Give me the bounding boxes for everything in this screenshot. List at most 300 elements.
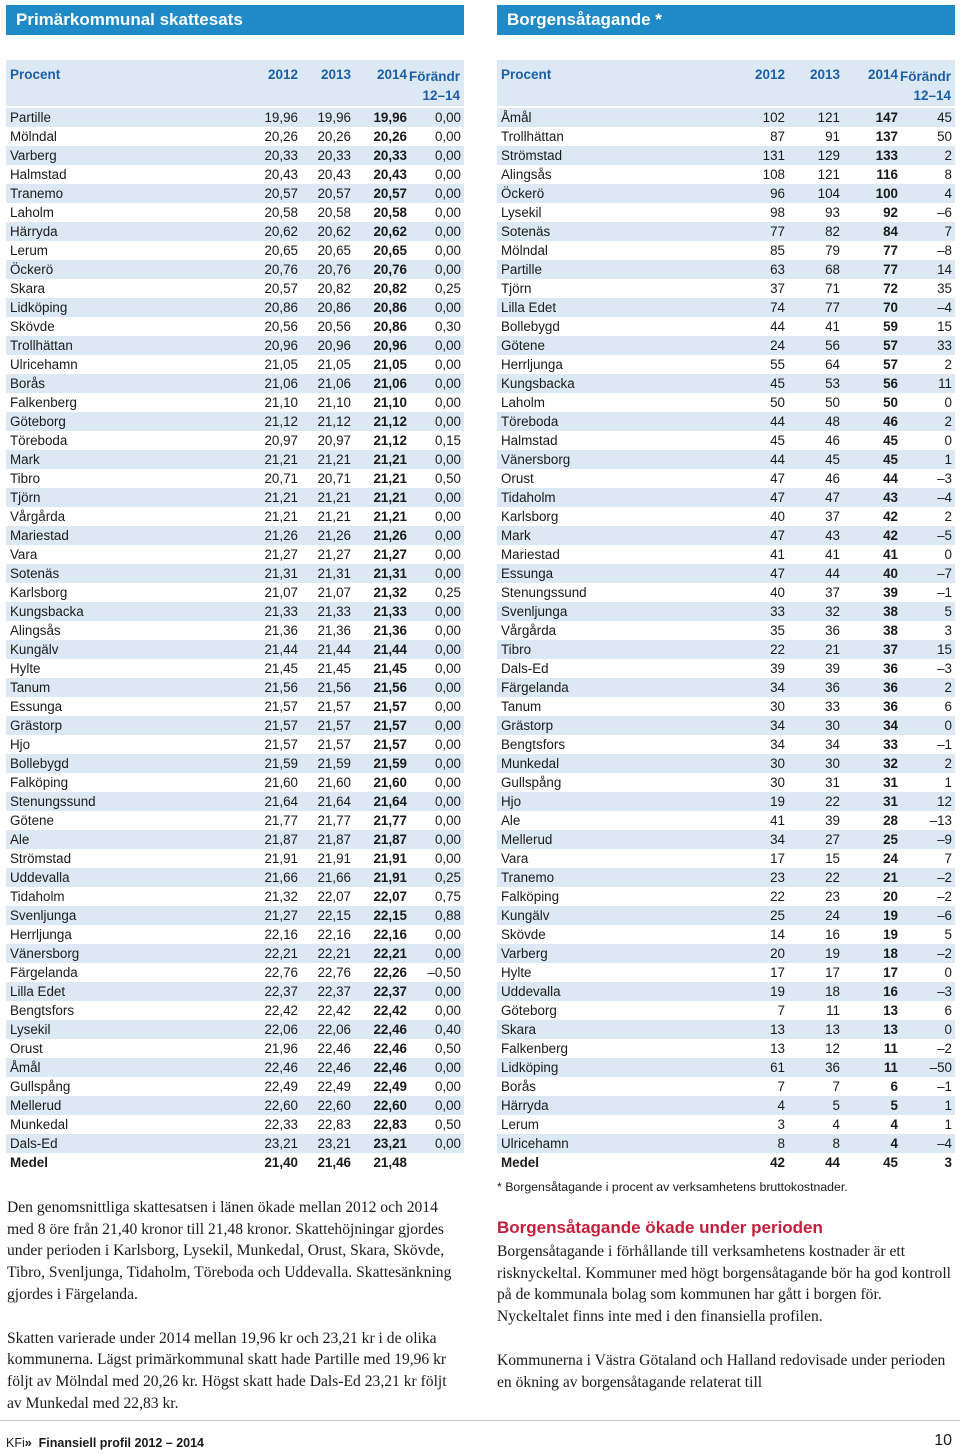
value-2013-cell: 21,66 xyxy=(317,870,351,885)
change-cell: 0,00 xyxy=(434,661,461,676)
change-cell: 14 xyxy=(937,262,952,277)
municipality-cell: Kungälv xyxy=(10,642,59,657)
table-row xyxy=(497,298,955,317)
value-2012-cell: 47 xyxy=(770,566,785,581)
value-2013-cell: 8 xyxy=(832,1136,840,1151)
change-cell: –9 xyxy=(937,832,952,847)
change-cell: 0,40 xyxy=(434,1022,461,1037)
table-row xyxy=(6,944,464,963)
municipality-cell: Essunga xyxy=(501,566,554,581)
value-2012-cell: 13 xyxy=(770,1022,785,1037)
table-row xyxy=(497,146,955,165)
value-2014-cell: 22,26 xyxy=(373,965,407,980)
value-2014-cell: 20,86 xyxy=(373,300,407,315)
value-2014-cell: 20,76 xyxy=(373,262,407,277)
municipality-cell: Göteborg xyxy=(10,414,66,429)
change-cell: 1 xyxy=(944,775,952,790)
value-2013-cell: 22 xyxy=(825,870,840,885)
change-cell: –0,50 xyxy=(427,965,461,980)
value-2014-cell: 45 xyxy=(883,1155,898,1170)
value-2014-cell: 6 xyxy=(890,1079,898,1094)
table-row xyxy=(6,678,464,697)
municipality-cell: Varberg xyxy=(501,946,548,961)
value-2013-cell: 45 xyxy=(825,452,840,467)
value-2013-cell: 21,33 xyxy=(317,604,351,619)
municipality-cell: Tranemo xyxy=(10,186,64,201)
change-cell: 0,00 xyxy=(434,604,461,619)
municipality-cell: Lidköping xyxy=(501,1060,559,1075)
municipality-cell: Stenungssund xyxy=(10,794,96,809)
value-2013-cell: 22,21 xyxy=(317,946,351,961)
value-2014-cell: 57 xyxy=(883,357,898,372)
value-2014-cell: 20,65 xyxy=(373,243,407,258)
municipality-cell: Hylte xyxy=(10,661,41,676)
value-2013-cell: 7 xyxy=(832,1079,840,1094)
value-2013-cell: 48 xyxy=(825,414,840,429)
value-2013-cell: 21,64 xyxy=(317,794,351,809)
change-cell: –3 xyxy=(937,984,952,999)
municipality-cell: Mölndal xyxy=(501,243,548,258)
table-row xyxy=(6,450,464,469)
value-2012-cell: 20,57 xyxy=(264,186,298,201)
municipality-cell: Vårgårda xyxy=(10,509,66,524)
value-2012-cell: 22,16 xyxy=(264,927,298,942)
guarantee-header-row xyxy=(497,60,955,106)
value-2013-cell: 21,60 xyxy=(317,775,351,790)
value-2013-cell: 21,56 xyxy=(317,680,351,695)
table-row xyxy=(6,982,464,1001)
value-2014-cell: 39 xyxy=(883,585,898,600)
value-2013-cell: 19 xyxy=(825,946,840,961)
change-cell: 0,00 xyxy=(434,699,461,714)
value-2014-cell: 13 xyxy=(883,1003,898,1018)
change-cell: 0,50 xyxy=(434,471,461,486)
change-cell: 0,00 xyxy=(434,642,461,657)
municipality-cell: Tjörn xyxy=(501,281,532,296)
value-2012-cell: 45 xyxy=(770,376,785,391)
value-2014-cell: 18 xyxy=(883,946,898,961)
value-2013-cell: 19,96 xyxy=(317,110,351,125)
municipality-cell: Falkenberg xyxy=(501,1041,568,1056)
value-2012-cell: 19 xyxy=(770,794,785,809)
table-row xyxy=(6,583,464,602)
table-row xyxy=(6,906,464,925)
table-row xyxy=(497,127,955,146)
value-2012-cell: 21,27 xyxy=(264,547,298,562)
table-row xyxy=(6,792,464,811)
value-2012-cell: 20,86 xyxy=(264,300,298,315)
table-row xyxy=(497,222,955,241)
value-2014-cell: 147 xyxy=(875,110,898,125)
table-row xyxy=(497,716,955,735)
table-row xyxy=(497,602,955,621)
municipality-cell: Härryda xyxy=(501,1098,549,1113)
table-row xyxy=(6,241,464,260)
value-2014-cell: 57 xyxy=(883,338,898,353)
municipality-cell: Mariestad xyxy=(501,547,560,562)
change-cell: 0,25 xyxy=(434,281,461,296)
municipality-cell: Härryda xyxy=(10,224,58,239)
municipality-cell: Karlsborg xyxy=(10,585,68,600)
value-2013-cell: 129 xyxy=(817,148,840,163)
municipality-cell: Mark xyxy=(10,452,40,467)
value-2012-cell: 20,33 xyxy=(264,148,298,163)
value-2013-cell: 68 xyxy=(825,262,840,277)
value-2013-cell: 22,06 xyxy=(317,1022,351,1037)
value-2012-cell: 34 xyxy=(770,718,785,733)
value-2013-cell: 22,60 xyxy=(317,1098,351,1113)
value-2012-cell: 21,33 xyxy=(264,604,298,619)
value-2012-cell: 21,07 xyxy=(264,585,298,600)
value-2012-cell: 22,46 xyxy=(264,1060,298,1075)
municipality-cell: Tidaholm xyxy=(501,490,556,505)
table-row xyxy=(6,1001,464,1020)
value-2013-cell: 30 xyxy=(825,718,840,733)
value-2012-cell: 22,60 xyxy=(264,1098,298,1113)
change-cell: 0,00 xyxy=(434,927,461,942)
municipality-cell: Tanum xyxy=(10,680,51,695)
value-2014-cell: 13 xyxy=(883,1022,898,1037)
value-2012-cell: 40 xyxy=(770,585,785,600)
municipality-cell: Hjo xyxy=(501,794,522,809)
value-2014-cell: 21,05 xyxy=(373,357,407,372)
table-row xyxy=(497,887,955,906)
municipality-cell: Bengtsfors xyxy=(501,737,566,752)
value-2014-cell: 21,21 xyxy=(373,509,407,524)
change-cell: 0,00 xyxy=(434,376,461,391)
table-row xyxy=(6,754,464,773)
value-2014-cell: 32 xyxy=(883,756,898,771)
value-2012-cell: 108 xyxy=(762,167,785,182)
municipality-cell: Munkedal xyxy=(10,1117,69,1132)
value-2013-cell: 21,07 xyxy=(317,585,351,600)
table-row xyxy=(497,165,955,184)
table-row xyxy=(497,108,955,127)
value-2012-cell: 45 xyxy=(770,433,785,448)
change-cell: 11 xyxy=(938,376,952,391)
value-2014-cell: 22,15 xyxy=(373,908,407,923)
value-2012-cell: 30 xyxy=(770,699,785,714)
change-cell: 50 xyxy=(937,129,952,144)
value-2014-cell: 20 xyxy=(883,889,898,904)
value-2014-cell: 24 xyxy=(883,851,898,866)
value-2013-cell: 23 xyxy=(825,889,840,904)
table-row xyxy=(497,393,955,412)
municipality-cell: Medel xyxy=(501,1155,539,1170)
value-2013-cell: 20,26 xyxy=(317,129,351,144)
value-2012-cell: 20,58 xyxy=(264,205,298,220)
value-2013-cell: 21,91 xyxy=(317,851,351,866)
municipality-cell: Falkenberg xyxy=(10,395,77,410)
municipality-cell: Herrljunga xyxy=(501,357,563,372)
value-2013-cell: 12 xyxy=(825,1041,840,1056)
table-row xyxy=(497,450,955,469)
value-2013-cell: 5 xyxy=(832,1098,840,1113)
change-cell: 0,00 xyxy=(434,338,461,353)
value-2012-cell: 8 xyxy=(777,1136,785,1151)
change-cell: 6 xyxy=(944,699,952,714)
municipality-cell: Lidköping xyxy=(10,300,68,315)
change-cell: 8 xyxy=(944,167,952,182)
value-2014-cell: 4 xyxy=(890,1117,898,1132)
value-2014-cell: 77 xyxy=(883,243,898,258)
municipality-cell: Strömstad xyxy=(501,148,563,163)
value-2012-cell: 21,06 xyxy=(264,376,298,391)
municipality-cell: Partille xyxy=(10,110,51,125)
municipality-cell: Götene xyxy=(10,813,54,828)
value-2013-cell: 21,44 xyxy=(317,642,351,657)
value-2013-cell: 20,86 xyxy=(317,300,351,315)
municipality-cell: Gullspång xyxy=(501,775,562,790)
change-cell: 0,00 xyxy=(434,1060,461,1075)
value-2014-cell: 36 xyxy=(883,699,898,714)
change-cell: 5 xyxy=(944,927,952,942)
municipality-cell: Halmstad xyxy=(10,167,67,182)
municipality-cell: Gullspång xyxy=(10,1079,71,1094)
table-row xyxy=(6,545,464,564)
table-row xyxy=(497,583,955,602)
change-cell: 0,00 xyxy=(434,851,461,866)
value-2014-cell: 84 xyxy=(883,224,898,239)
value-2012-cell: 21,21 xyxy=(264,452,298,467)
municipality-cell: Medel xyxy=(10,1155,48,1170)
table-row xyxy=(6,887,464,906)
value-2012-cell: 21,44 xyxy=(264,642,298,657)
change-cell: 0 xyxy=(944,1022,952,1037)
municipality-cell: Åmål xyxy=(501,110,532,125)
value-2013-cell: 22,37 xyxy=(317,984,351,999)
municipality-cell: Mölndal xyxy=(10,129,57,144)
table-row xyxy=(6,336,464,355)
change-cell: 0,00 xyxy=(434,262,461,277)
municipality-cell: Lysekil xyxy=(10,1022,51,1037)
change-cell: 0 xyxy=(944,433,952,448)
value-2014-cell: 92 xyxy=(883,205,898,220)
value-2012-cell: 23 xyxy=(770,870,785,885)
value-2014-cell: 77 xyxy=(883,262,898,277)
municipality-cell: Mark xyxy=(501,528,531,543)
table-row xyxy=(6,830,464,849)
table-row xyxy=(6,811,464,830)
table-row xyxy=(497,830,955,849)
municipality-cell: Vänersborg xyxy=(10,946,80,961)
value-2012-cell: 22,42 xyxy=(264,1003,298,1018)
value-2014-cell: 22,37 xyxy=(373,984,407,999)
value-2012-cell: 22,49 xyxy=(264,1079,298,1094)
value-2012-cell: 33 xyxy=(770,604,785,619)
value-2012-cell: 20,71 xyxy=(264,471,298,486)
change-cell: –2 xyxy=(937,1041,952,1056)
municipality-cell: Vårgårda xyxy=(501,623,557,638)
value-2013-cell: 21,06 xyxy=(317,376,351,391)
value-2012-cell: 21,36 xyxy=(264,623,298,638)
value-2014-cell: 17 xyxy=(883,965,898,980)
change-cell: 0,00 xyxy=(434,1098,461,1113)
guarantee-title: Borgensåtagande * xyxy=(497,5,955,35)
value-2012-cell: 35 xyxy=(770,623,785,638)
value-2013-cell: 18 xyxy=(825,984,840,999)
change-cell: 15 xyxy=(937,319,952,334)
table-row xyxy=(6,146,464,165)
change-cell: –1 xyxy=(937,1079,952,1094)
table-row xyxy=(497,849,955,868)
tax-rate-rows xyxy=(6,108,464,1172)
value-2012-cell: 13 xyxy=(770,1041,785,1056)
value-2013-cell: 91 xyxy=(825,129,840,144)
tax-rate-table xyxy=(6,5,464,1170)
change-cell: 0,00 xyxy=(434,224,461,239)
value-2012-cell: 14 xyxy=(770,927,785,942)
header-procent: Procent xyxy=(501,67,552,82)
table-row xyxy=(6,279,464,298)
value-2013-cell: 20,76 xyxy=(317,262,351,277)
value-2014-cell: 21,33 xyxy=(373,604,407,619)
table-row xyxy=(6,849,464,868)
change-cell: –50 xyxy=(929,1060,952,1075)
value-2012-cell: 34 xyxy=(770,737,785,752)
municipality-cell: Sotenäs xyxy=(10,566,60,581)
value-2012-cell: 77 xyxy=(770,224,785,239)
tax-paragraph-2: Skatten varierade under 2014 mellan 19,96 kr och 23,21 kr i de olika kommunerna. Lägst primärkommunal skatt hade Partille med 19,96 kr följt av Mölndal med 20,26 kr. Högst skatt hade Dals-Ed 23,21 kr följt av Munkedal med 22,83 kr. xyxy=(7,1329,447,1412)
change-cell: –13 xyxy=(929,813,952,828)
value-2012-cell: 74 xyxy=(770,300,785,315)
change-cell: –2 xyxy=(937,946,952,961)
change-cell: –4 xyxy=(937,490,952,505)
value-2013-cell: 71 xyxy=(825,281,840,296)
value-2013-cell: 36 xyxy=(825,1060,840,1075)
value-2014-cell: 21,56 xyxy=(373,680,407,695)
change-cell: –6 xyxy=(937,908,952,923)
municipality-cell: Götene xyxy=(501,338,545,353)
value-2012-cell: 21,27 xyxy=(264,908,298,923)
municipality-cell: Lilla Edet xyxy=(10,984,66,999)
municipality-cell: Åmål xyxy=(10,1060,41,1075)
value-2014-cell: 4 xyxy=(890,1136,898,1151)
municipality-cell: Stenungssund xyxy=(501,585,587,600)
value-2014-cell: 5 xyxy=(890,1098,898,1113)
municipality-cell: Uddevalla xyxy=(10,870,70,885)
value-2012-cell: 20,43 xyxy=(264,167,298,182)
header-2013: 2013 xyxy=(809,67,840,82)
value-2012-cell: 22 xyxy=(770,889,785,904)
table-row xyxy=(6,488,464,507)
value-2013-cell: 22,42 xyxy=(317,1003,351,1018)
value-2012-cell: 41 xyxy=(770,813,785,828)
value-2012-cell: 4 xyxy=(777,1098,785,1113)
value-2013-cell: 43 xyxy=(825,528,840,543)
value-2012-cell: 30 xyxy=(770,775,785,790)
value-2012-cell: 17 xyxy=(770,851,785,866)
change-cell: –5 xyxy=(937,528,952,543)
change-cell: 45 xyxy=(937,110,952,125)
table-row xyxy=(497,469,955,488)
municipality-cell: Färgelanda xyxy=(501,680,569,695)
change-cell: 0 xyxy=(944,547,952,562)
value-2012-cell: 22 xyxy=(770,642,785,657)
value-2013-cell: 32 xyxy=(825,604,840,619)
value-2014-cell: 22,46 xyxy=(373,1022,407,1037)
value-2013-cell: 22,07 xyxy=(317,889,351,904)
municipality-cell: Strömstad xyxy=(10,851,72,866)
table-row xyxy=(497,925,955,944)
value-2014-cell: 22,07 xyxy=(373,889,407,904)
header-2013: 2013 xyxy=(320,67,351,82)
value-2014-cell: 21,87 xyxy=(373,832,407,847)
table-row xyxy=(6,355,464,374)
municipality-cell: Lerum xyxy=(501,1117,539,1132)
value-2014-cell: 20,57 xyxy=(373,186,407,201)
footer-divider xyxy=(0,1420,960,1421)
change-cell: 0 xyxy=(944,395,952,410)
guarantee-commentary xyxy=(497,1241,955,1415)
value-2012-cell: 34 xyxy=(770,680,785,695)
table-row xyxy=(6,1115,464,1134)
header-2012: 2012 xyxy=(267,67,298,82)
table-row xyxy=(497,279,955,298)
value-2014-cell: 41 xyxy=(883,547,898,562)
value-2013-cell: 46 xyxy=(825,471,840,486)
value-2013-cell: 34 xyxy=(825,737,840,752)
header-procent: Procent xyxy=(10,67,61,82)
table-row xyxy=(6,260,464,279)
value-2012-cell: 44 xyxy=(770,452,785,467)
table-row xyxy=(6,659,464,678)
table-row xyxy=(6,1134,464,1153)
value-2012-cell: 42 xyxy=(770,1155,785,1170)
table-row xyxy=(6,108,464,127)
value-2013-cell: 77 xyxy=(825,300,840,315)
table-row xyxy=(497,317,955,336)
value-2013-cell: 39 xyxy=(825,661,840,676)
value-2012-cell: 87 xyxy=(770,129,785,144)
value-2013-cell: 21,46 xyxy=(317,1155,351,1170)
table-row xyxy=(6,165,464,184)
change-cell: 0,00 xyxy=(434,414,461,429)
value-2012-cell: 34 xyxy=(770,832,785,847)
change-cell: 0,00 xyxy=(434,832,461,847)
value-2014-cell: 21,10 xyxy=(373,395,407,410)
value-2013-cell: 21,12 xyxy=(317,414,351,429)
value-2014-cell: 38 xyxy=(883,604,898,619)
table-row xyxy=(6,1096,464,1115)
average-row xyxy=(497,1153,955,1172)
value-2014-cell: 31 xyxy=(883,794,898,809)
table-row xyxy=(497,773,955,792)
value-2013-cell: 79 xyxy=(825,243,840,258)
change-cell: 6 xyxy=(944,1003,952,1018)
municipality-cell: Hylte xyxy=(501,965,532,980)
municipality-cell: Sotenäs xyxy=(501,224,551,239)
table-row xyxy=(6,469,464,488)
page-number: 10 xyxy=(934,1432,952,1449)
value-2012-cell: 20,26 xyxy=(264,129,298,144)
table-row xyxy=(497,184,955,203)
value-2013-cell: 21,57 xyxy=(317,718,351,733)
change-cell: –1 xyxy=(937,585,952,600)
table-row xyxy=(497,526,955,545)
value-2014-cell: 21,57 xyxy=(373,737,407,752)
change-cell: 4 xyxy=(944,186,952,201)
value-2012-cell: 44 xyxy=(770,414,785,429)
value-2013-cell: 21,57 xyxy=(317,699,351,714)
municipality-cell: Ale xyxy=(501,813,521,828)
value-2013-cell: 20,58 xyxy=(317,205,351,220)
value-2014-cell: 36 xyxy=(883,680,898,695)
value-2013-cell: 21,45 xyxy=(317,661,351,676)
value-2013-cell: 53 xyxy=(825,376,840,391)
value-2014-cell: 21,21 xyxy=(373,490,407,505)
value-2012-cell: 30 xyxy=(770,756,785,771)
